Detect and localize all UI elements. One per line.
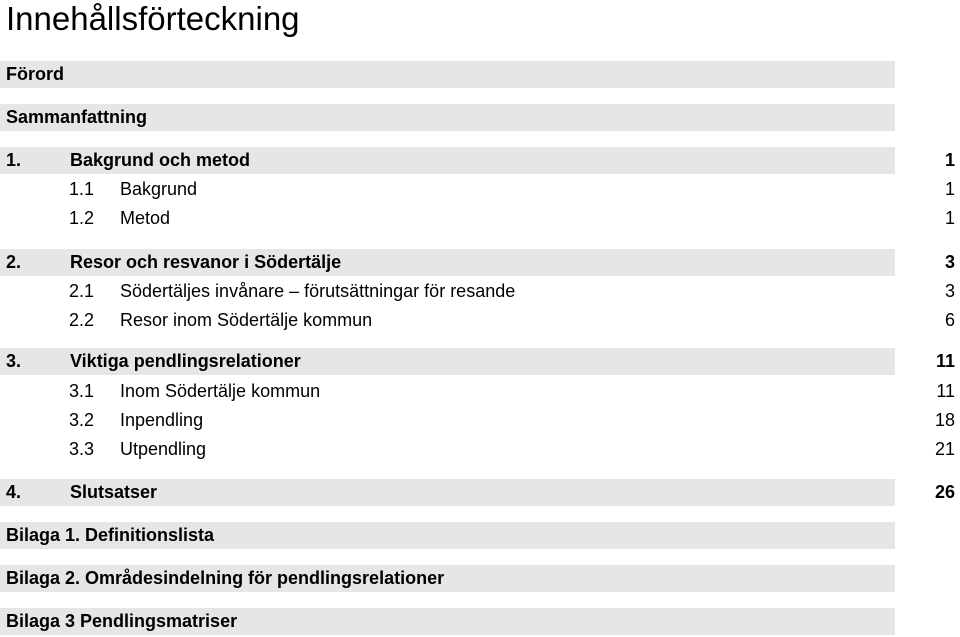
toc-entry-label: Viktiga pendlingsrelationer <box>70 351 301 371</box>
toc-entry-label: Utpendling <box>120 439 207 459</box>
toc-entry-label: Inom Södertälje kommun <box>120 381 321 401</box>
toc-entry-section-1-2[interactable] <box>0 204 958 233</box>
toc-entry-label: Bilaga 2. Områdesindelning för pendlingsrelationer <box>6 568 445 588</box>
toc-entry-label: Bakgrund <box>120 179 198 199</box>
toc-entry-page: 18 <box>934 410 955 430</box>
toc-entry-label: Resor inom Södertälje kommun <box>120 310 373 330</box>
toc-entry-page: 26 <box>934 482 955 502</box>
toc-entry-number: 2.1 <box>69 281 95 301</box>
toc-entry-page: 21 <box>934 439 955 459</box>
toc-entry-chapter-1[interactable] <box>0 146 958 175</box>
toc-entry-number: 2. <box>6 252 22 272</box>
toc-entry-number: 1. <box>6 150 22 170</box>
toc-entry-number: 4. <box>6 482 22 502</box>
toc-entry-section-3-3[interactable] <box>0 435 958 464</box>
toc-entry-label: Slutsatser <box>70 482 158 502</box>
toc-entry-page: 11 <box>935 351 955 371</box>
toc-entry-page: 6 <box>944 310 955 330</box>
toc-entry-bilaga-3[interactable] <box>0 607 958 636</box>
toc-entry-page: 1 <box>944 208 955 228</box>
toc-entry-chapter-3[interactable] <box>0 347 958 376</box>
toc-entry-page: 1 <box>944 179 955 199</box>
toc-entry-section-2-2[interactable] <box>0 306 958 335</box>
toc-entry-number: 1.2 <box>69 208 95 228</box>
toc-entry-section-2-1[interactable] <box>0 277 958 306</box>
toc-entry-label: Resor och resvanor i Södertälje <box>70 252 342 272</box>
toc-entry-section-1-1[interactable] <box>0 175 958 204</box>
toc-entry-label: Bilaga 1. Definitionslista <box>6 525 215 545</box>
toc-entry-label: Inpendling <box>120 410 204 430</box>
toc-entry-forord[interactable] <box>0 60 958 89</box>
toc-entry-number: 1.1 <box>69 179 95 199</box>
toc-entry-label: Förord <box>6 64 64 84</box>
page-title: Innehållsförteckning <box>6 0 300 37</box>
toc-entry-chapter-2[interactable] <box>0 248 958 277</box>
toc-entry-number: 2.2 <box>69 310 95 330</box>
toc-entry-page: 11 <box>936 381 955 401</box>
toc-entry-sammanfattning[interactable] <box>0 103 958 132</box>
toc-entry-section-3-1[interactable] <box>0 377 958 406</box>
toc-entry-number: 3.1 <box>69 381 95 401</box>
toc-entry-page: 1 <box>944 150 955 170</box>
toc-entry-page: 3 <box>944 252 955 272</box>
toc-entry-page: 3 <box>944 281 955 301</box>
toc-entry-label: Bakgrund och metod <box>70 150 251 170</box>
toc-entry-bilaga-1[interactable] <box>0 521 958 550</box>
toc-entry-label: Södertäljes invånare – förutsättningar för resande <box>120 281 516 301</box>
toc-entry-label: Metod <box>120 208 171 228</box>
toc-entry-label: Bilaga 3 Pendlingsmatriser <box>6 611 238 631</box>
toc-entry-chapter-4[interactable] <box>0 478 958 507</box>
toc-entry-number: 3.3 <box>69 439 95 459</box>
toc-entry-bilaga-2[interactable] <box>0 564 958 593</box>
toc-entry-section-3-2[interactable] <box>0 406 958 435</box>
toc-entry-number: 3.2 <box>69 410 95 430</box>
toc-entry-label: Sammanfattning <box>6 107 148 127</box>
toc-entry-number: 3. <box>6 351 22 371</box>
